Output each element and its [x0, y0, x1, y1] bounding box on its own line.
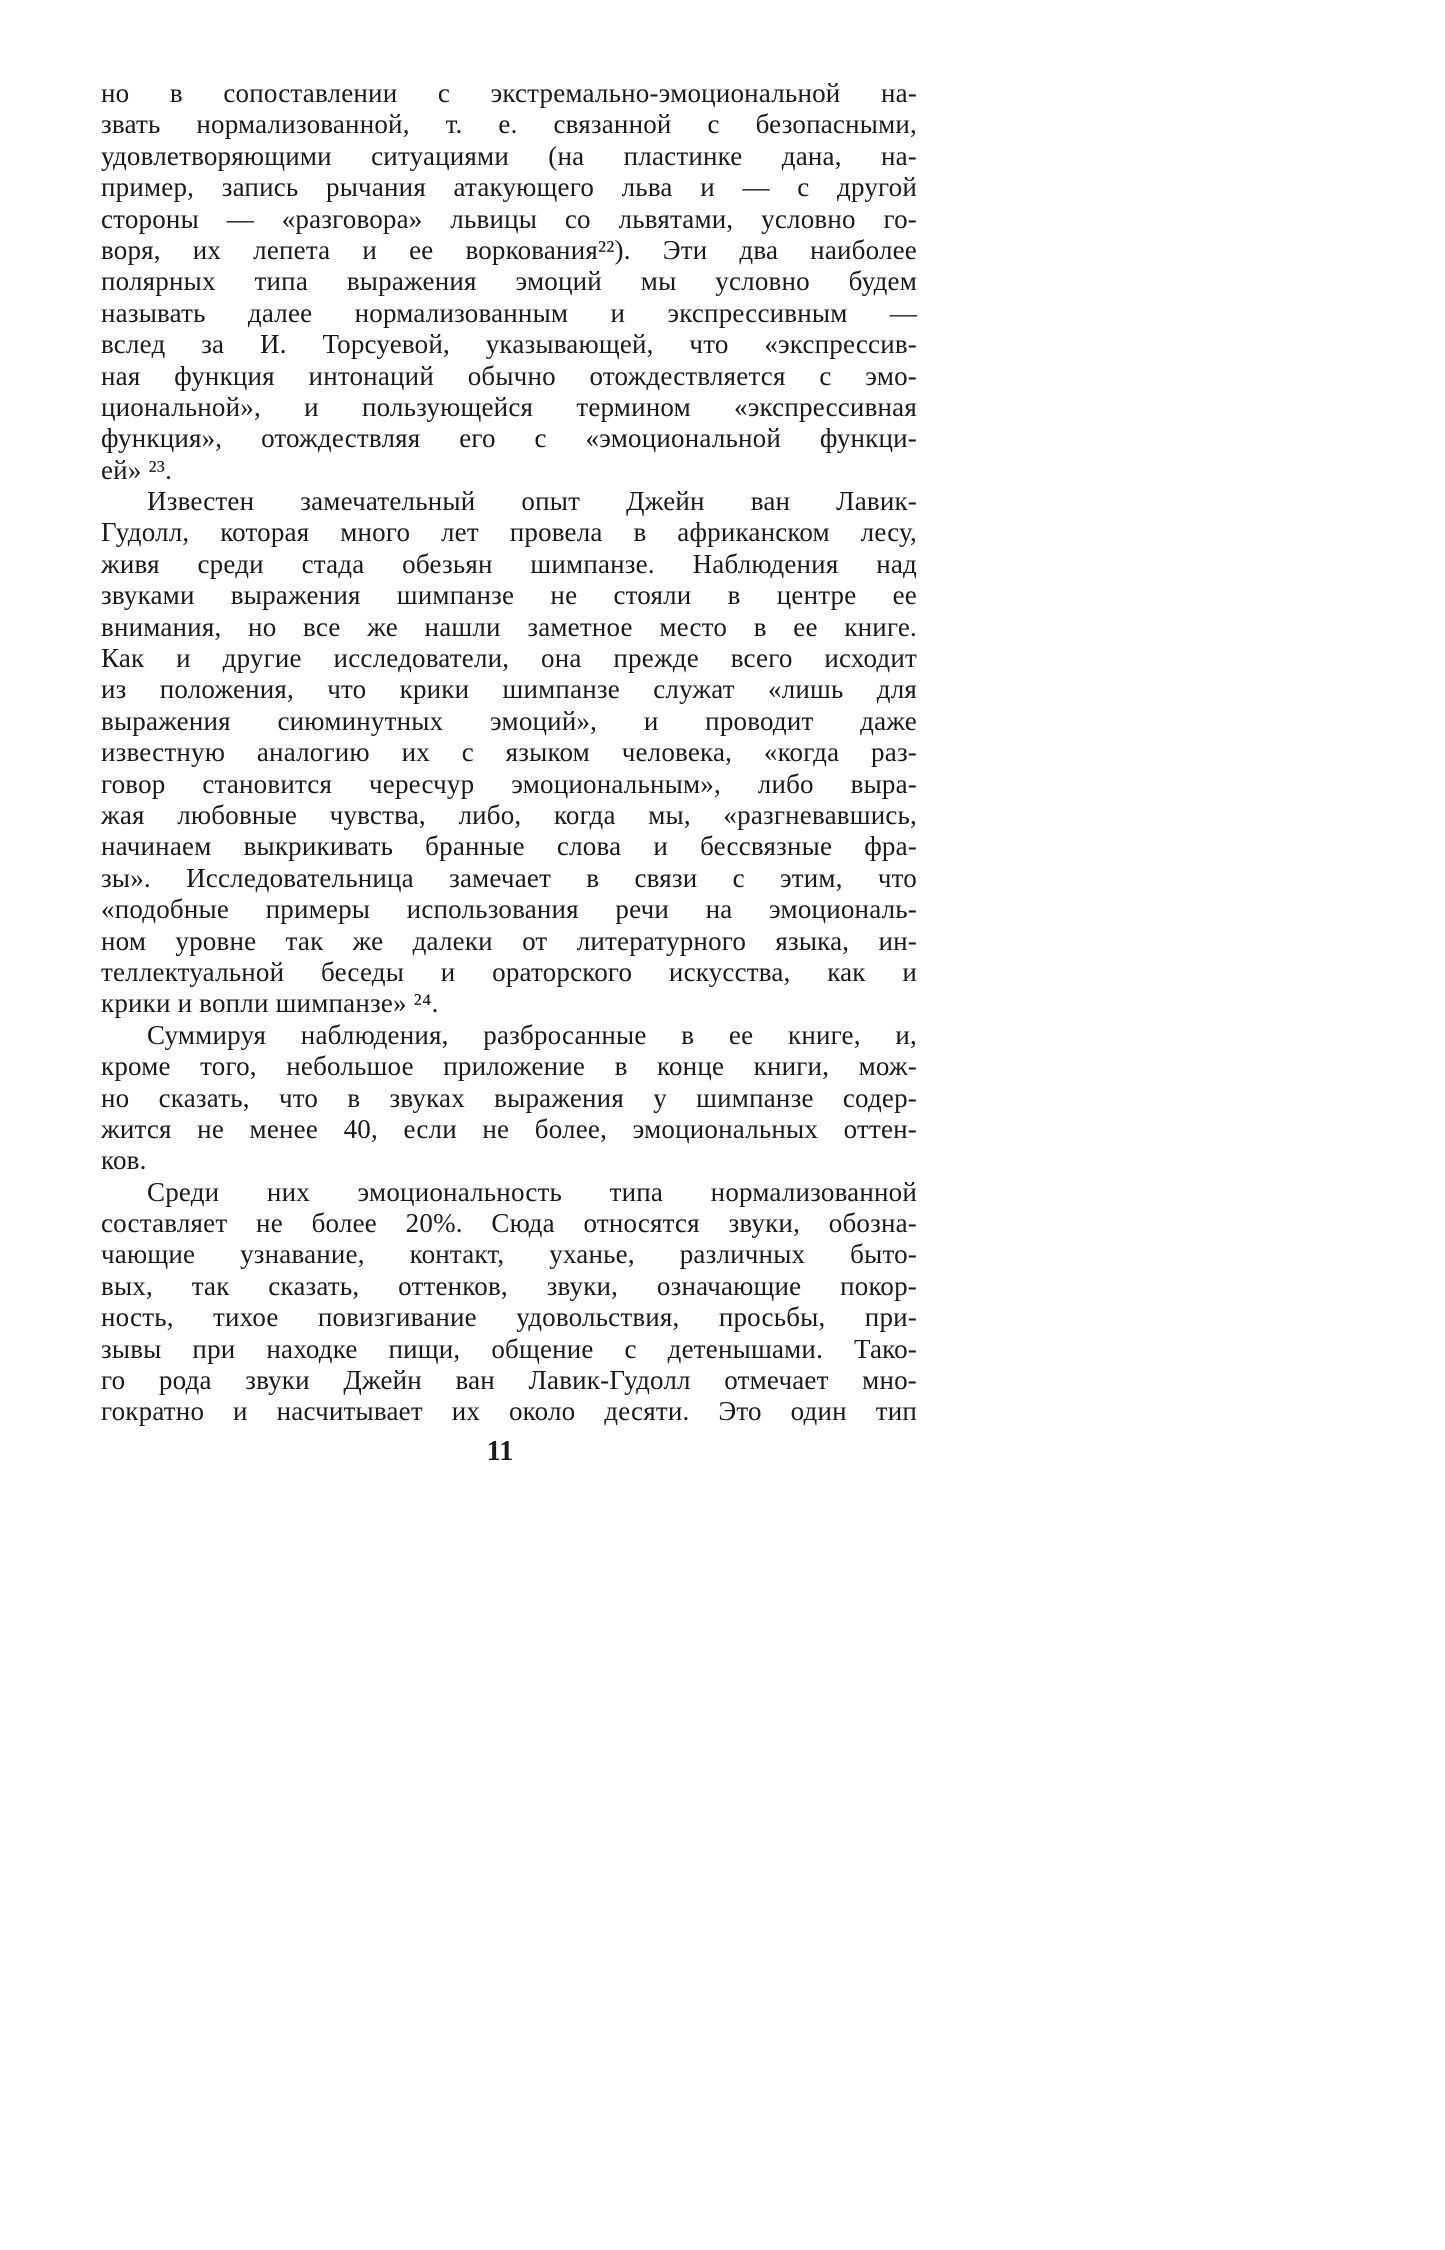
- text-line: из положения, что крики шимпанзе служат «лишь для: [101, 674, 917, 705]
- text-line: воря, их лепета и ее воркования²²). Эти два наиболее: [101, 234, 917, 265]
- text-line: ная функция интонаций обычно отождествляется с эмо-: [101, 360, 917, 391]
- text-line: ном уровне так же далеки от литературного языка, ин-: [101, 925, 917, 956]
- text-line: звать нормализованной, т. е. связанной с безопасными,: [101, 109, 917, 140]
- text-line: гократно и насчитывает их около десяти. Это один тип: [101, 1396, 917, 1427]
- text-line: чающие узнавание, контакт, уханье, различных быто-: [101, 1239, 917, 1270]
- text-line: ей» ²³.: [101, 454, 173, 485]
- text-line: говор становится чересчур эмоциональным», либо выра-: [101, 768, 917, 799]
- text-line: жится не менее 40, если не более, эмоциональных оттен-: [101, 1113, 917, 1144]
- text-line: Суммируя наблюдения, разбросанные в ее книге, и,: [147, 1019, 917, 1050]
- book-page-text: [101, 78, 917, 1428]
- text-line: циональной», и пользующейся термином «экспрессивная: [101, 391, 917, 422]
- text-line: звуками выражения шимпанзе не стояли в центре ее: [101, 580, 917, 611]
- text-line: теллектуальной беседы и ораторского искусства, как и: [101, 956, 917, 987]
- text-line: составляет не более 20%. Сюда относятся звуки, обозна-: [101, 1208, 917, 1239]
- text-line: пример, запись рычания атакующего льва и — с другой: [101, 172, 917, 203]
- text-line: Как и другие исследователи, она прежде всего исходит: [101, 643, 917, 674]
- text-line: начинаем выкрикивать бранные слова и бессвязные фра-: [101, 831, 917, 862]
- text-line: стороны — «разговора» львицы со львятами, условно го-: [101, 203, 917, 234]
- text-line: вых, так сказать, оттенков, звуки, означающие покор-: [101, 1270, 917, 1301]
- text-line: ков.: [101, 1145, 147, 1176]
- page-number: 11: [486, 1436, 514, 1467]
- text-line: Гудолл, которая много лет провела в африканском лесу,: [101, 517, 917, 548]
- text-line: ность, тихое повизгивание удовольствия, просьбы, при-: [101, 1302, 917, 1333]
- text-line: но сказать, что в звуках выражения у шимпанзе содер-: [101, 1082, 917, 1113]
- text-line: Известен замечательный опыт Джейн ван Лавик-: [147, 486, 917, 517]
- text-line: зывы при находке пищи, общение с детенышами. Тако-: [101, 1333, 917, 1364]
- text-line: го рода звуки Джейн ван Лавик-Гудолл отмечает мно-: [101, 1365, 917, 1396]
- text-line: внимания, но все же нашли заметное место в ее книге.: [101, 611, 917, 642]
- text-line: зы». Исследовательница замечает в связи с этим, что: [101, 862, 917, 893]
- text-line: живя среди стада обезьян шимпанзе. Наблюдения над: [101, 548, 917, 579]
- text-line: но в сопоставлении с экстремально-эмоциональной на-: [101, 78, 917, 108]
- text-line: функция», отождествляя его с «эмоциональной функци-: [101, 423, 917, 454]
- text-line: Среди них эмоциональность типа нормализованной: [147, 1176, 917, 1207]
- text-line: «подобные примеры использования речи на эмоциональ-: [101, 894, 917, 925]
- text-line: выражения сиюминутных эмоций», и проводит даже: [101, 705, 917, 736]
- text-line: называть далее нормализованным и экспрессивным —: [101, 297, 917, 328]
- text-line: кроме того, небольшое приложение в конце книги, мож-: [101, 1051, 917, 1082]
- text-line: известную аналогию их с языком человека, «когда раз-: [101, 737, 917, 768]
- text-line: полярных типа выражения эмоций мы условно будем: [101, 266, 917, 297]
- text-line: удовлетворяющими ситуациями (на пластинке дана, на-: [101, 140, 917, 171]
- text-line: крики и вопли шимпанзе» ²⁴.: [101, 988, 439, 1019]
- text-line: жая любовные чувства, либо, когда мы, «разгневавшись,: [101, 799, 917, 830]
- text-line: вслед за И. Торсуевой, указывающей, что «экспрессив-: [101, 329, 917, 360]
